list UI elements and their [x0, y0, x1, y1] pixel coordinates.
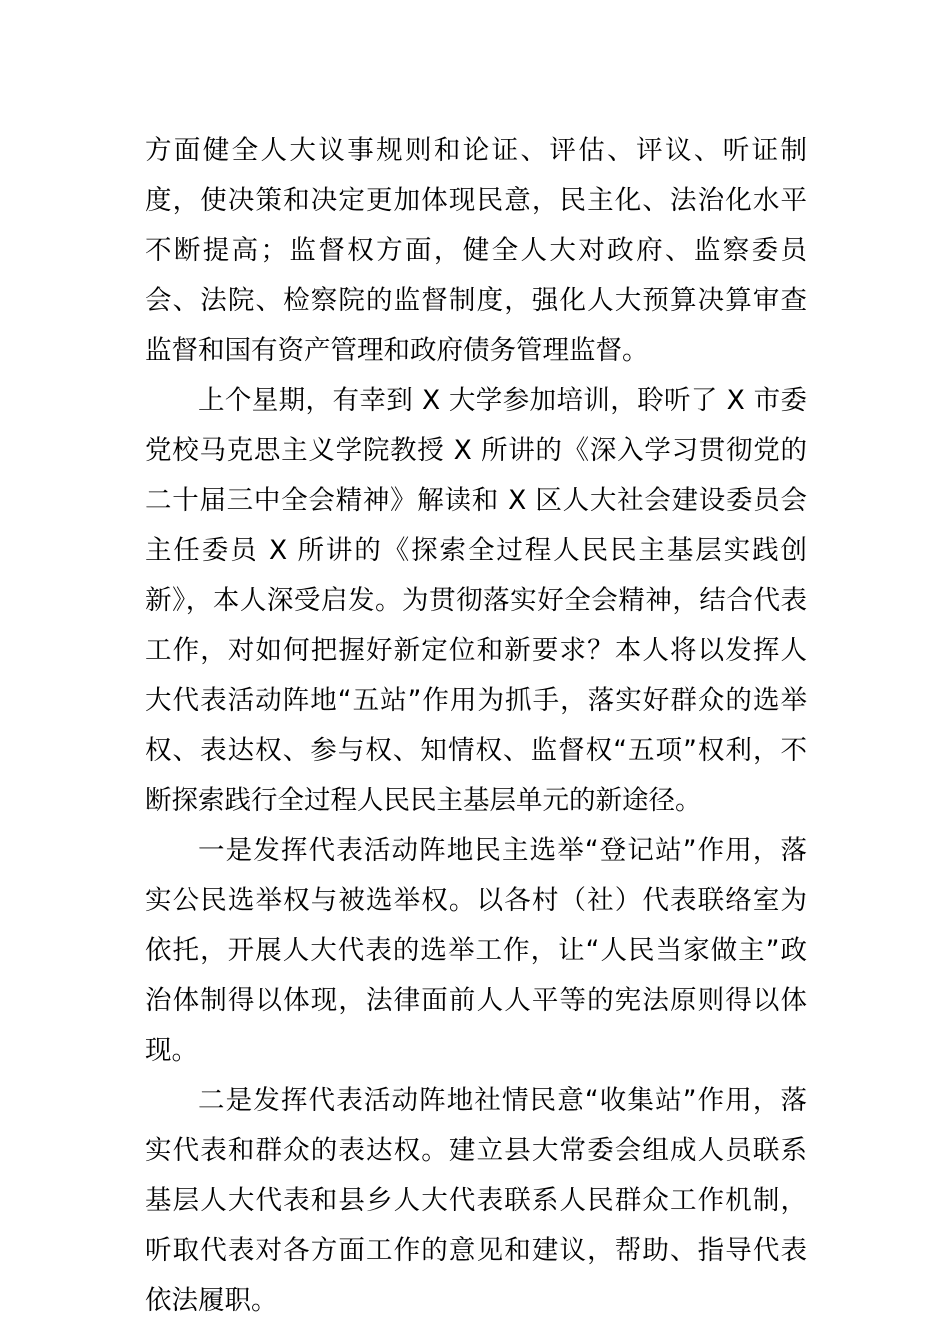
paragraph-4: 二是发挥代表活动阵地社情民意“收集站”作用，落实代表和群众的表达权。建立县大常委会组成人员联系基层人大代表和县乡人大代表联系人民群众工作机制，听取代表对各方面工作的意见和建议，帮助、指导代表依法履职。: [145, 1085, 807, 1316]
paragraph-2: 上个星期，有幸到 X 大学参加培训，聆听了 X 市委党校马克思主义学院教授 X 所讲的《深入学习贯彻党的二十届三中全会精神》解读和 X 区人大社会建设委员会主任委员 X 所讲的《探索全过程人民民主基层实践创新》，本人深受启发。为贯彻落实好全会精神，结合代表工作，对如何把握好新定位和新要求？本人将以发挥人大代表活动阵地“五站”作用为抓手，落实好群众的选举权、表达权、参与权、知情权、监督权“五项”权利，不断探索践行全过程人民民主基层单元的新途径。: [145, 385, 807, 816]
document-body: [145, 126, 807, 1326]
paragraph-1: 方面健全人大议事规则和论证、评估、评议、听证制度，使决策和决定更加体现民意，民主化、法治化水平不断提高；监督权方面，健全人大对政府、监察委员会、法院、检察院的监督制度，强化人大预算决算审查监督和国有资产管理和政府债务管理监督。: [145, 135, 807, 366]
paragraph-3: 一是发挥代表活动阵地民主选举“登记站”作用，落实公民选举权与被选举权。以各村（社）代表联络室为依托，开展人大代表的选举工作，让“人民当家做主”政治体制得以体现，法律面前人人平等的宪法原则得以体现。: [145, 835, 807, 1066]
